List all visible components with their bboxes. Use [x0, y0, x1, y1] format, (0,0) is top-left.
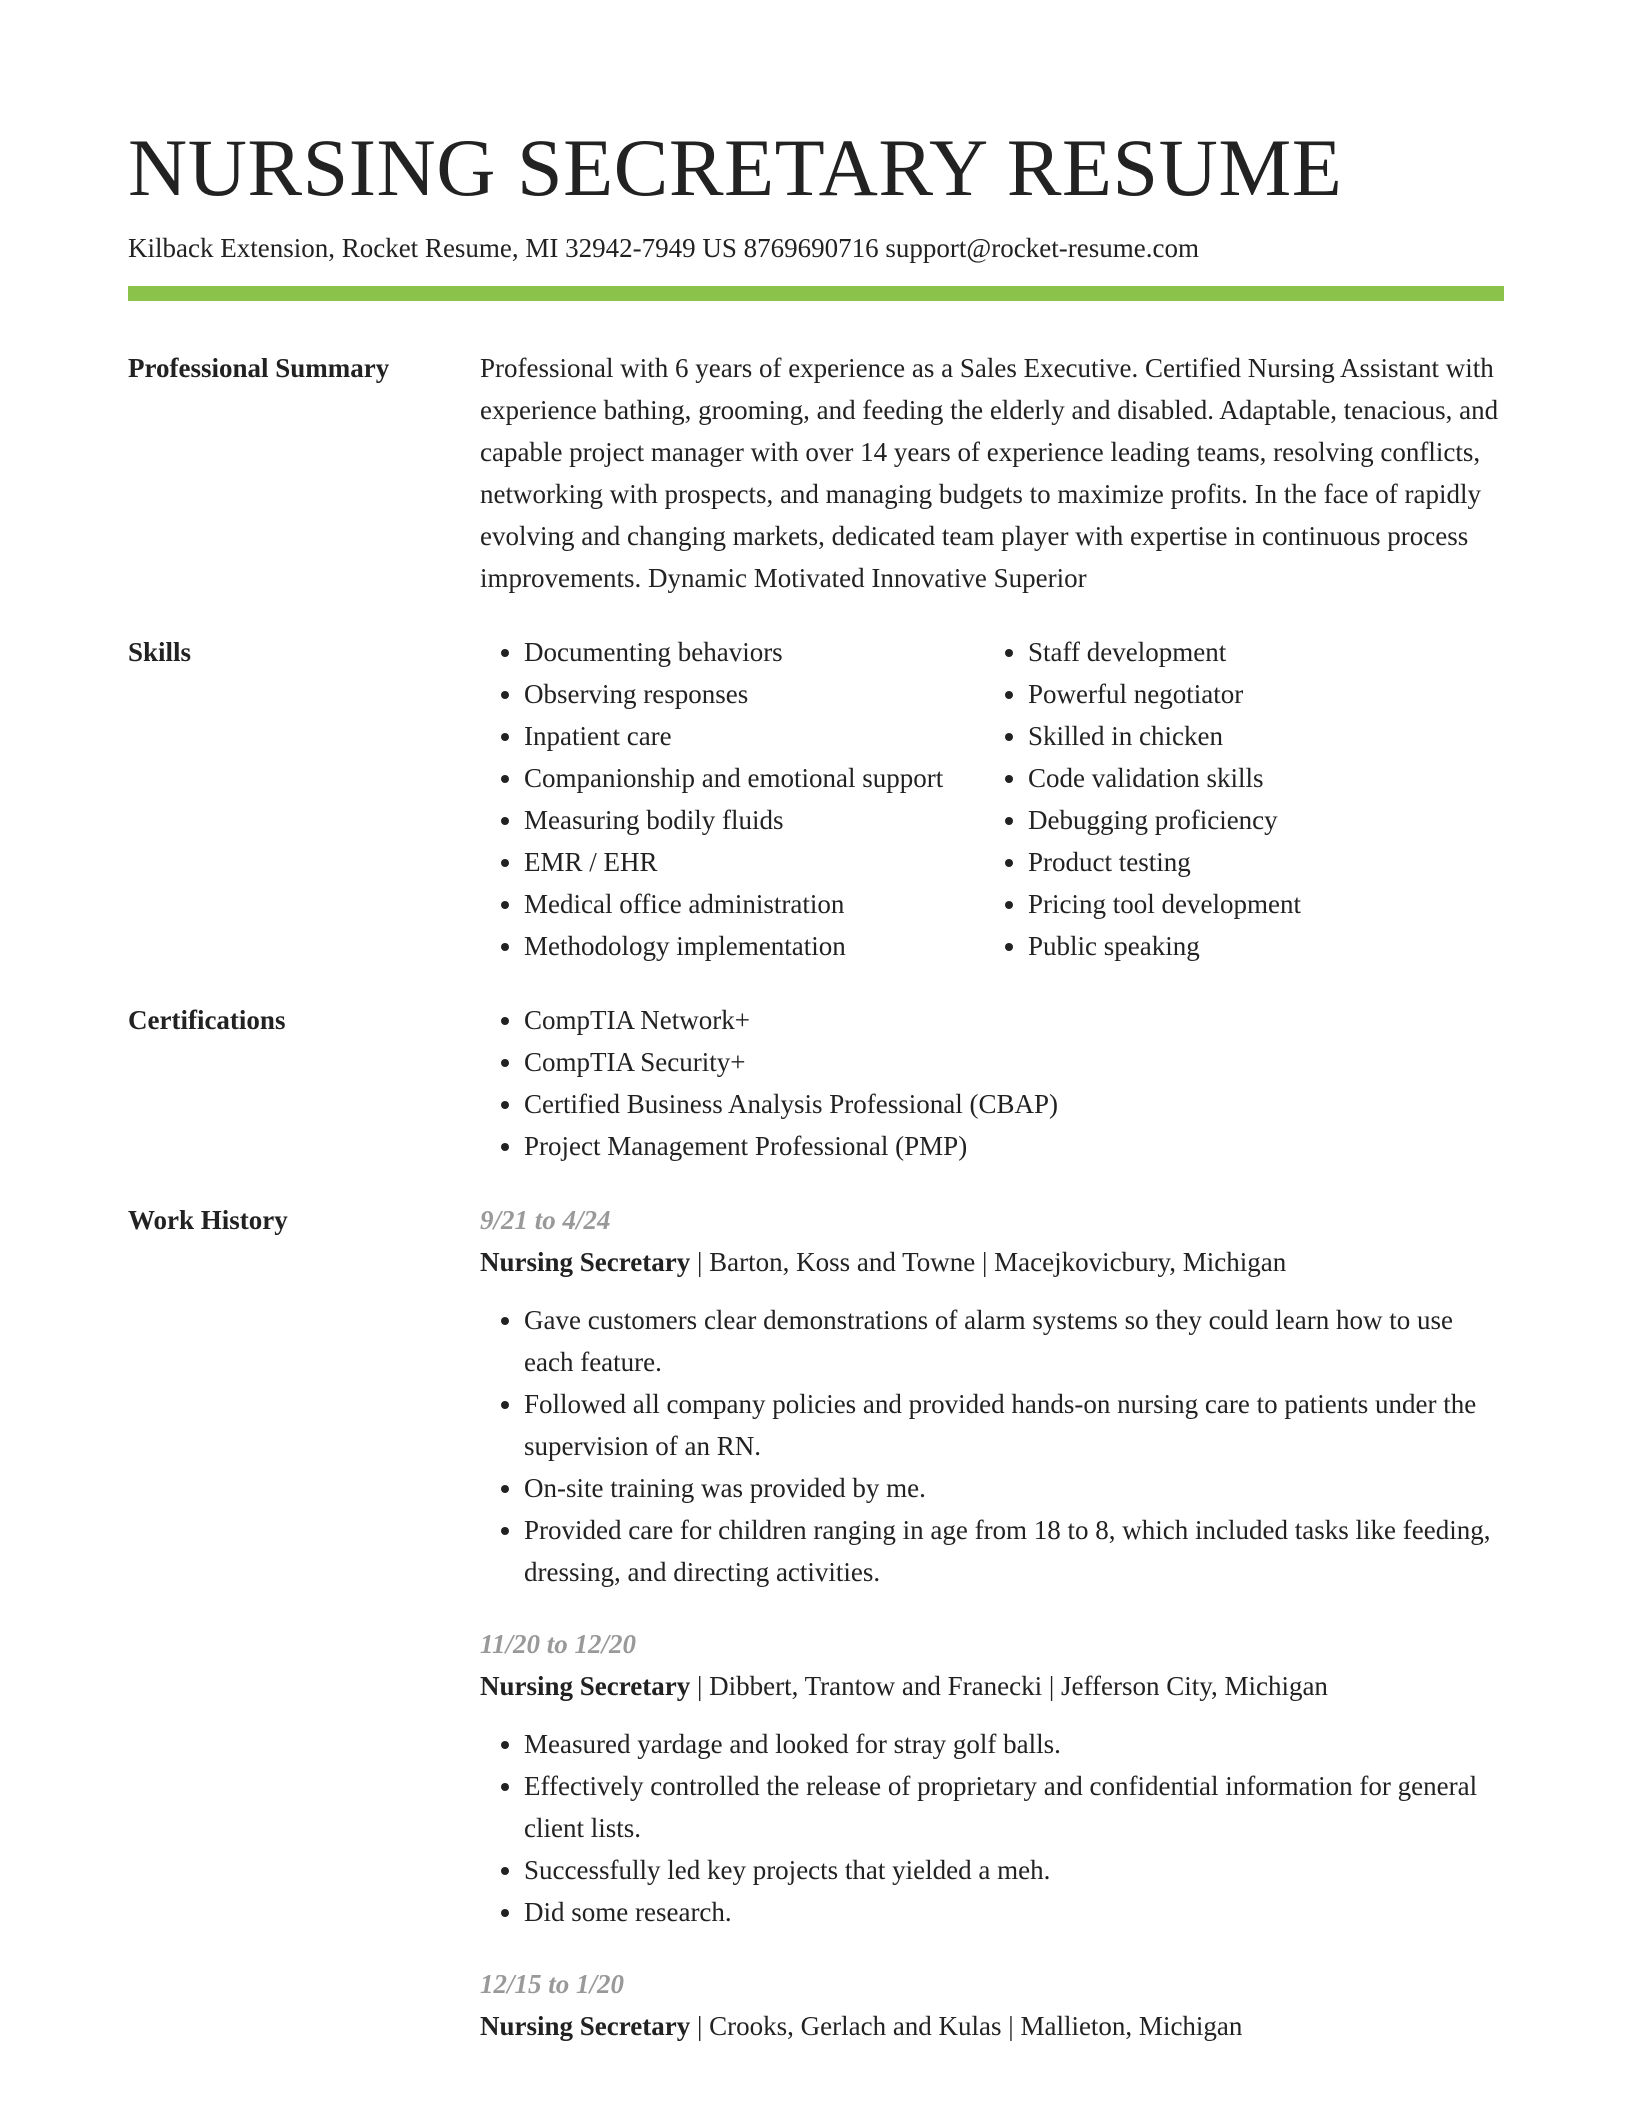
skill-item: • Debugging proficiency — [1028, 799, 1488, 841]
job-bullet: • Followed all company policies and provided hands-on nursing care to patients under the supervision of an RN. — [524, 1383, 1504, 1467]
job-bullet: • Successfully led key projects that yielded a meh. — [524, 1849, 1504, 1891]
skill-item: • EMR / EHR — [524, 841, 984, 883]
skill-item: • Measuring bodily fluids — [524, 799, 984, 841]
job-entry — [480, 1199, 1504, 1593]
skill-item: • Public speaking — [1028, 925, 1488, 967]
work-history-label: Work History — [128, 1205, 288, 1235]
certification-item: • CompTIA Security+ — [524, 1041, 1504, 1083]
job-bullet: • Effectively controlled the release of proprietary and confidential information for general client lists. — [524, 1765, 1504, 1849]
skills-label: Skills — [128, 637, 192, 667]
job-title: Nursing Secretary — [480, 1671, 691, 1701]
skill-item: • Code validation skills — [1028, 757, 1488, 799]
job-bullet: • Measured yardage and looked for stray golf balls. — [524, 1723, 1504, 1765]
work-history-section — [128, 1199, 1504, 2077]
skill-item: • Product testing — [1028, 841, 1488, 883]
certification-item: • CompTIA Network+ — [524, 999, 1504, 1041]
certifications-list — [480, 999, 1504, 1167]
certifications-section — [128, 999, 1504, 1167]
accent-divider — [128, 286, 1504, 301]
certification-item: • Project Management Professional (PMP) — [524, 1125, 1504, 1167]
summary-section — [128, 347, 1504, 599]
job-bullets — [480, 1723, 1504, 1933]
job-bullet: • On-site training was provided by me. — [524, 1467, 1504, 1509]
resume-page — [128, 118, 1504, 2077]
contact-line: Kilback Extension, Rocket Resume, MI 32942-7949 US 8769690716 support@rocket-resume.com — [128, 233, 1199, 263]
job-heading — [480, 1665, 1504, 1707]
job-dates: 11/20 to 12/20 — [480, 1629, 637, 1659]
job-title: Nursing Secretary — [480, 1247, 691, 1277]
summary-text: Professional with 6 years of experience as a Sales Executive. Certified Nursing Assistant with experience bathing, grooming, and feeding the elderly and disabled. Adaptable, tenacious, and capable project manager with over 14 years of experience leading teams, resolving conflicts, networking with prospects, and managing budgets to maximize profits. In the face of rapidly evolving and changing markets, dedicated team player with expertise in continuous process improvements. Dynamic Motivated Innovative Superior — [480, 353, 1499, 593]
skill-item: • Documenting behaviors — [524, 631, 984, 673]
job-employer: | Barton, Koss and Towne | Macejkovicbury, Michigan — [690, 1247, 1287, 1277]
job-heading — [480, 2005, 1504, 2047]
certification-item: • Certified Business Analysis Professional (CBAP) — [524, 1083, 1504, 1125]
job-heading — [480, 1241, 1504, 1283]
skills-list-right — [984, 631, 1488, 967]
job-dates: 9/21 to 4/24 — [480, 1205, 611, 1235]
certifications-label: Certifications — [128, 1005, 286, 1035]
job-bullets — [480, 1299, 1504, 1593]
skill-item: • Pricing tool development — [1028, 883, 1488, 925]
job-bullet: • Provided care for children ranging in age from 18 to 8, which included tasks like feeding, dressing, and directing activities. — [524, 1509, 1504, 1593]
skill-item: • Staff development — [1028, 631, 1488, 673]
skill-item: • Observing responses — [524, 673, 984, 715]
job-bullet: • Gave customers clear demonstrations of alarm systems so they could learn how to use each feature. — [524, 1299, 1504, 1383]
job-entry — [480, 1963, 1504, 2047]
skill-item: • Powerful negotiator — [1028, 673, 1488, 715]
job-employer: | Dibbert, Trantow and Franecki | Jefferson City, Michigan — [690, 1671, 1328, 1701]
resume-title: NURSING SECRETARY RESUME — [128, 122, 1343, 213]
skill-item: • Inpatient care — [524, 715, 984, 757]
job-employer: | Crooks, Gerlach and Kulas | Mallieton, Michigan — [690, 2011, 1243, 2041]
summary-label: Professional Summary — [128, 353, 390, 383]
skills-section — [128, 631, 1504, 967]
job-entry — [480, 1623, 1504, 1933]
skills-list-left — [480, 631, 984, 967]
skill-item: • Methodology implementation — [524, 925, 984, 967]
skill-item: • Skilled in chicken — [1028, 715, 1488, 757]
skill-item: • Companionship and emotional support — [524, 757, 984, 799]
job-title: Nursing Secretary — [480, 2011, 691, 2041]
job-dates: 12/15 to 1/20 — [480, 1969, 625, 1999]
skill-item: • Medical office administration — [524, 883, 984, 925]
job-bullet: • Did some research. — [524, 1891, 1504, 1933]
